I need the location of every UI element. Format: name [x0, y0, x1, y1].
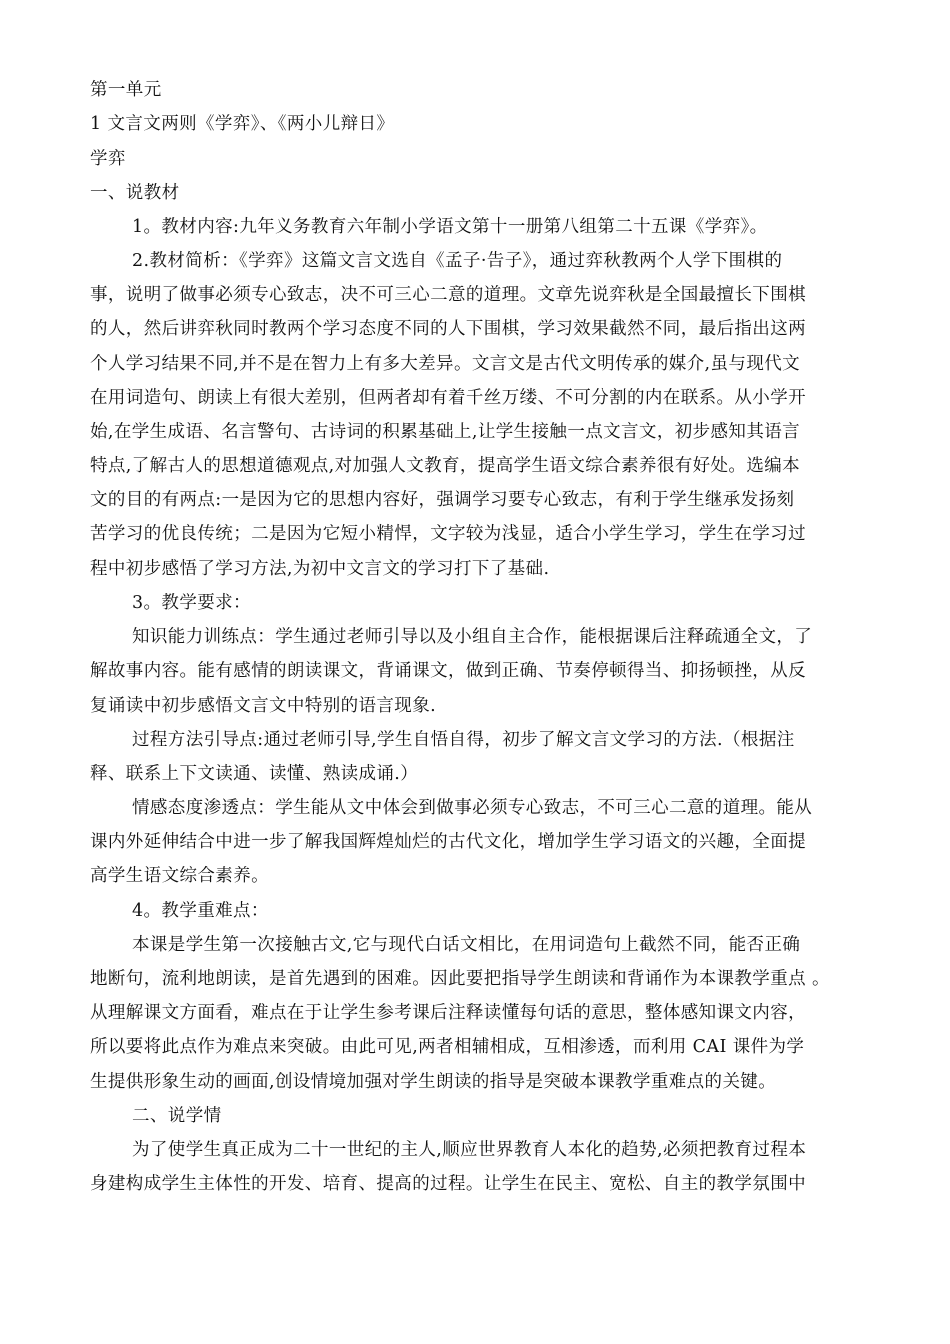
- paragraph-line: 身建构成学生主体性的开发、培育、提高的过程。让学生在民主、宽松、自主的教学氛围中: [90, 1174, 806, 1194]
- paragraph-line: 知识能力训练点：学生通过老师引导以及小组自主合作，能根据课后注释疏通全文，了: [132, 627, 813, 647]
- paragraph-line: 2.教材简析：《学弈》这篇文言文选自《孟子·告子》，通过弈秋教两个人学下围棋的: [132, 251, 783, 271]
- paragraph-line: 所以要将此点作为难点来突破。由此可见,两者相辅相成，互相渗透，而利用 CAI 课件为学: [90, 1037, 805, 1057]
- paragraph-line: 的人，然后讲弈秋同时教两个学习态度不同的人下围棋，学习效果截然不同，最后指出这两: [90, 319, 806, 339]
- paragraph-line: 苦学习的优良传统；二是因为它短小精悍，文字较为浅显，适合小学生学习，学生在学习过: [90, 524, 806, 544]
- paragraph-line: 过程方法引导点:通过老师引导,学生自悟自得，初步了解文言文学习的方法.（根据注: [132, 730, 795, 750]
- paragraph-line: 在用词造句、朗读上有很大差别，但两者却有着千丝万缕、不可分割的内在联系。从小学开: [90, 388, 806, 408]
- paragraph-line: 程中初步感悟了学习方法,为初中文言文的学习打下了基础.: [90, 559, 550, 579]
- lesson-title: 1 文言文两则《学弈》、《两小儿辩日》: [90, 114, 395, 134]
- subsection-heading: 4。教学重难点：: [132, 901, 269, 921]
- paragraph-line: 释、联系上下文读通、读懂、熟读成诵.）: [90, 764, 419, 784]
- paragraph-line: 个人学习结果不同,并不是在智力上有多大差异。文言文是古代文明传承的媒介,虽与现代文: [90, 354, 801, 374]
- section-heading: 一、说教材: [90, 183, 180, 203]
- paragraph-line: 始,在学生成语、名言警句、古诗词的积累基础上,让学生接触一点文言文，初步感知其语言: [90, 422, 801, 442]
- paragraph-line: 地断句，流利地朗读，是首先遇到的困难。因此要把指导学生朗读和背诵作为本课教学重点 。: [90, 969, 830, 989]
- paragraph-line: 课内外延伸结合中进一步了解我国辉煌灿烂的古代文化，增加学生学习语文的兴趣，全面提: [90, 832, 806, 852]
- unit-title: 第一单元: [90, 80, 162, 100]
- paragraph-line: 高学生语文综合素养。: [90, 866, 269, 886]
- paragraph-line: 特点,了解古人的思想道德观点,对加强人文教育，提高学生语文综合素养很有好处。选编本: [90, 456, 801, 476]
- subsection-heading: 3。教学要求：: [132, 593, 251, 613]
- paragraph-line: 1。教材内容:九年义务教育六年制小学语文第十一册第八组第二十五课《学弈》。: [132, 217, 768, 237]
- paragraph-line: 复诵读中初步感悟文言文中特别的语言现象.: [90, 696, 437, 716]
- paragraph-line: 解故事内容。能有感情的朗读课文，背诵课文，做到正确、节奏停顿得当、抑扬顿挫，从反: [90, 661, 806, 681]
- paragraph-line: 生提供形象生动的画面,创设情境加强对学生朗读的指导是突破本课教学重难点的关键。: [90, 1072, 777, 1092]
- paragraph-line: 情感态度渗透点：学生能从文中体会到做事必须专心致志，不可三心二意的道理。能从: [132, 798, 813, 818]
- paragraph-line: 从理解课文方面看，难点在于让学生参考课后注释读懂每句话的意思，整体感知课文内容，: [90, 1003, 806, 1023]
- paragraph-line: 为了使学生真正成为二十一世纪的主人,顺应世界教育人本化的趋势,必须把教育过程本: [132, 1140, 807, 1160]
- paragraph-line: 事，说明了做事必须专心致志，决不可三心二意的道理。文章先说弈秋是全国最擅长下围棋: [90, 285, 806, 305]
- paragraph-line: 文的目的有两点:一是因为它的思想内容好，强调学习要专心致志，有利于学生继承发扬刻: [90, 490, 795, 510]
- paragraph-line: 本课是学生第一次接触古文,它与现代白话文相比，在用词造句上截然不同，能否正确: [132, 935, 801, 955]
- section-heading: 二、说学情: [132, 1106, 222, 1126]
- text-title: 学弈: [90, 149, 126, 169]
